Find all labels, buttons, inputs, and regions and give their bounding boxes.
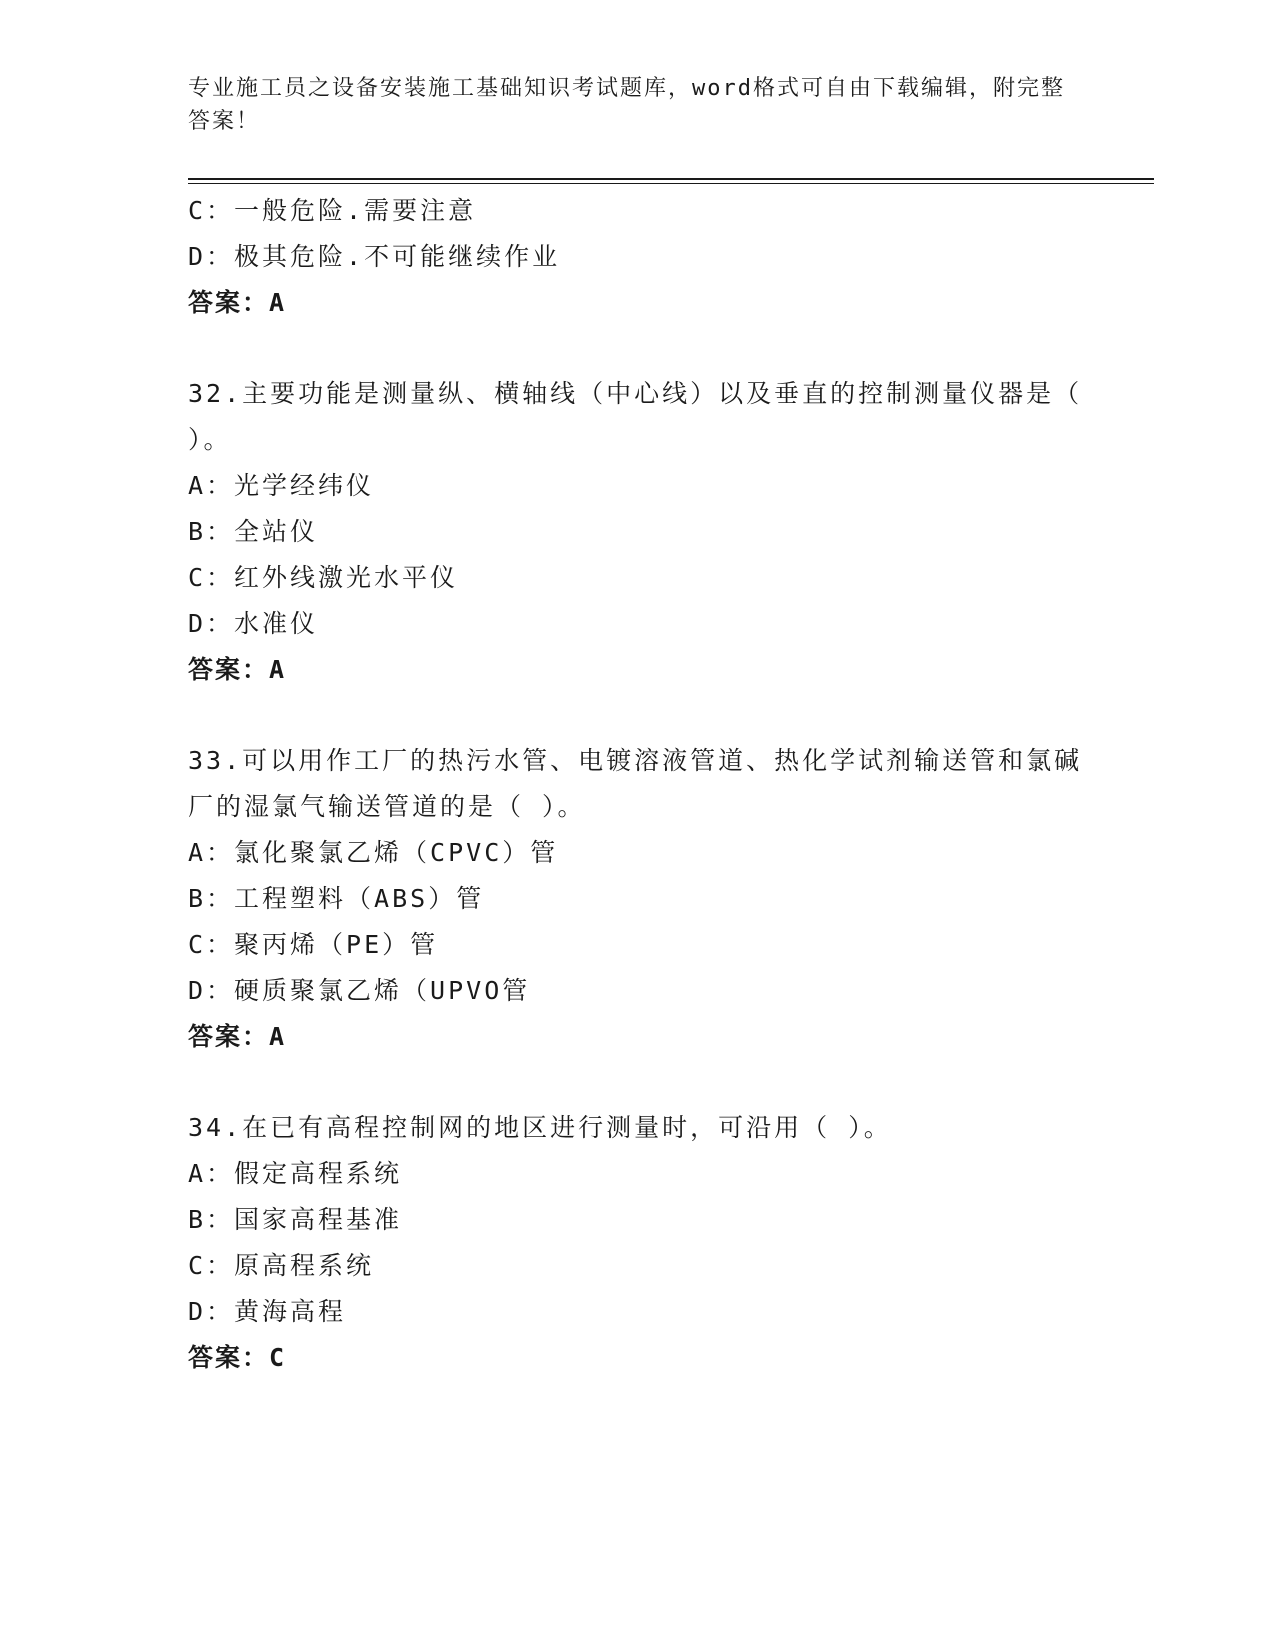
option-a: A：光学经纬仪 <box>188 471 375 500</box>
question-32 <box>188 371 1088 693</box>
option-d: D：极其危险.不可能继续作业 <box>188 242 561 271</box>
answer-line: 答案：A <box>188 655 287 684</box>
question-33 <box>188 738 1088 1060</box>
header-divider-thin <box>188 183 1154 184</box>
option-c: C：红外线激光水平仪 <box>188 563 459 592</box>
document-header: 专业施工员之设备安装施工基础知识考试题库，word格式可自由下载编辑，附完整答案！ <box>188 76 1065 134</box>
option-a: A：假定高程系统 <box>188 1159 403 1188</box>
answer-line: 答案：A <box>188 288 287 317</box>
question-34 <box>188 1105 1088 1381</box>
answer-line: 答案：C <box>188 1343 287 1372</box>
answer-line: 答案：A <box>188 1022 287 1051</box>
option-d: D：黄海高程 <box>188 1297 347 1326</box>
option-d: D：水准仪 <box>188 609 319 638</box>
option-d: D：硬质聚氯乙烯（UPVO管 <box>188 976 531 1005</box>
question-stem: 32.主要功能是测量纵、横轴线（中心线）以及垂直的控制测量仪器是（ ）。 <box>188 379 1083 454</box>
option-c: C：原高程系统 <box>188 1251 375 1280</box>
option-b: B：国家高程基准 <box>188 1205 403 1234</box>
option-b: B：工程塑料（ABS）管 <box>188 884 485 913</box>
question-stem: 33.可以用作工厂的热污水管、电镀溶液管道、热化学试剂输送管和氯碱厂的湿氯气输送管道的是（ ）。 <box>188 746 1083 821</box>
option-c: C：一般危险.需要注意 <box>188 196 477 225</box>
option-b: B：全站仪 <box>188 517 319 546</box>
question-stem: 34.在已有高程控制网的地区进行测量时，可沿用（ ）。 <box>188 1113 892 1142</box>
question-list <box>188 188 1088 1381</box>
option-a: A：氯化聚氯乙烯（CPVC）管 <box>188 838 559 867</box>
option-c: C：聚丙烯（PE）管 <box>188 930 439 959</box>
previous-question-tail <box>188 188 1088 326</box>
header-divider <box>188 178 1154 180</box>
